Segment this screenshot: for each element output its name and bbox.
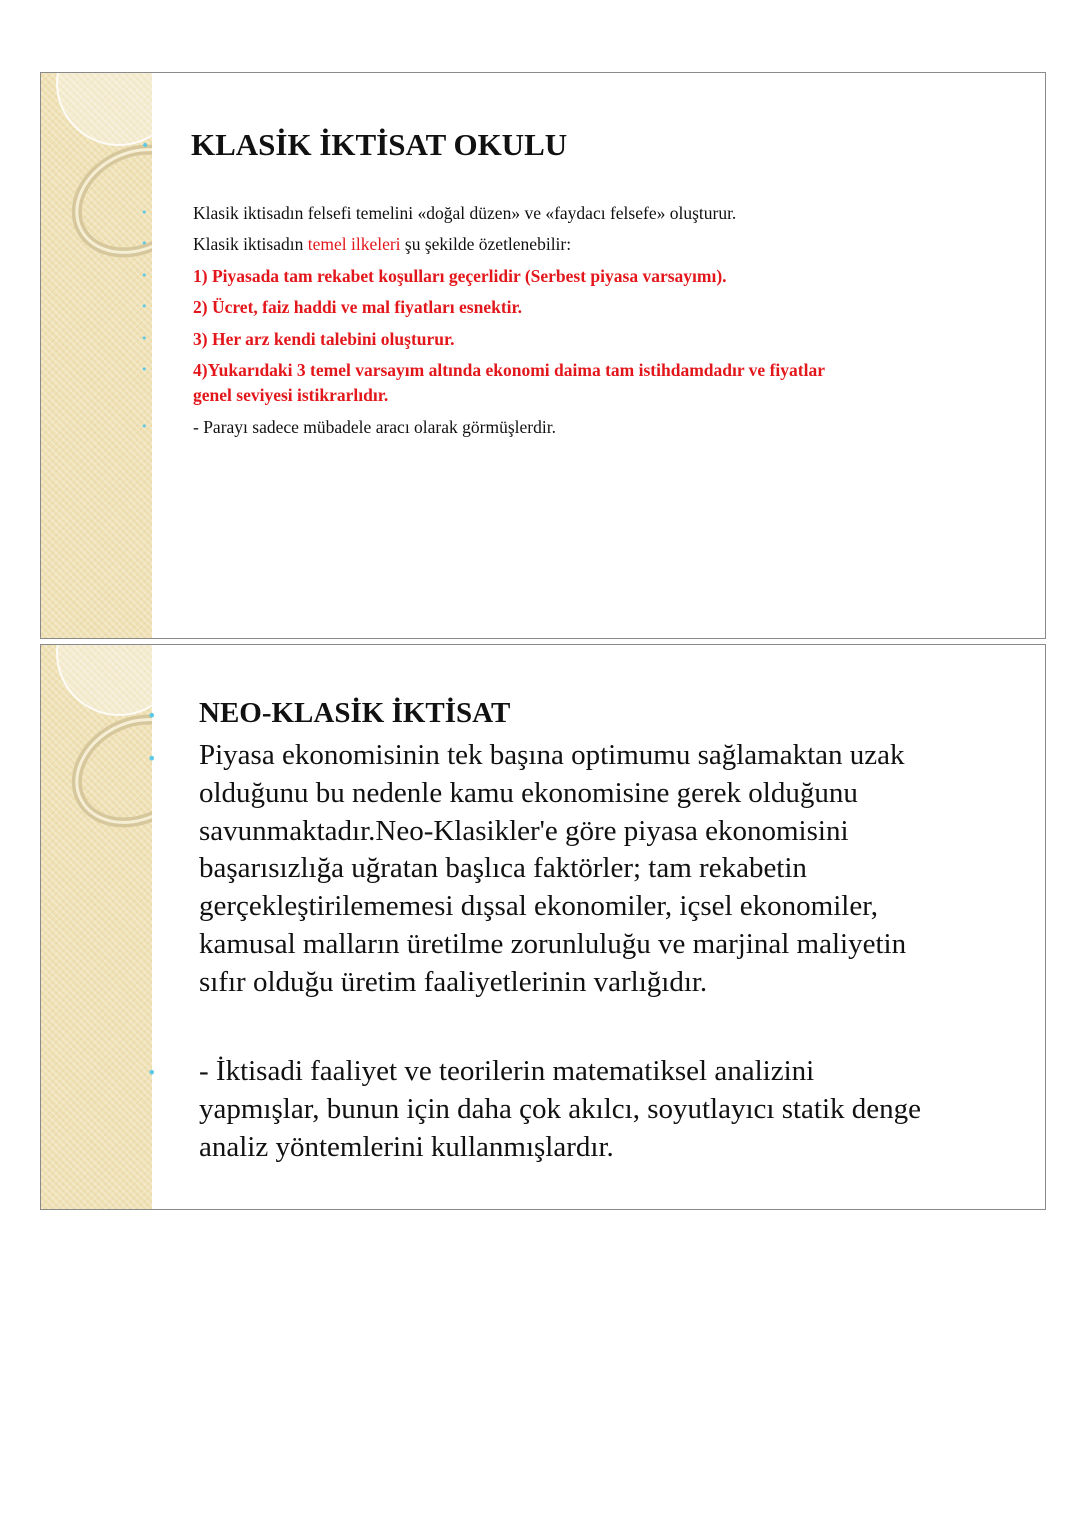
text-segment: Klasik iktisadın <box>193 234 308 254</box>
bullet-icon: • <box>141 206 148 219</box>
list-item <box>193 232 571 257</box>
list-item: 3) Her arz kendi talebini oluşturur. <box>193 329 455 349</box>
highlight-text: temel ilkeleri <box>307 234 401 254</box>
slide-title: KLASİK İKTİSAT OKULU <box>191 127 568 162</box>
bullet-icon: • <box>141 138 150 154</box>
paragraph-line: savunmaktadır.Neo-Klasikler'e göre piyasa ekonomisini <box>199 814 849 847</box>
bullet-icon: • <box>147 749 157 768</box>
bullet-icon: • <box>141 300 148 313</box>
text-segment: şu şekilde özetlenebilir: <box>400 234 572 254</box>
bullet-icon: • <box>141 237 148 250</box>
paragraph-main <box>199 737 906 1002</box>
paragraph-line: yapmışlar, bunun için daha çok akılcı, soyutlayıcı statik denge <box>199 1092 922 1125</box>
bullet-icon: • <box>141 332 148 345</box>
paragraph-line: sıfır olduğu üretim faaliyetlerinin varlığıdır. <box>199 965 708 998</box>
bullet-icon: • <box>141 363 148 376</box>
paragraph-line: gerçekleştirilememesi dışsal ekonomiler, içsel ekonomiler, <box>199 890 878 923</box>
paragraph-line: olduğunu bu nedenle kamu ekonomisine gerek olduğunu <box>199 776 858 809</box>
list-item-continuation: genel seviyesi istikrarlıdır. <box>193 385 389 405</box>
paragraph-line: analiz yöntemlerini kullanmışlardır. <box>199 1130 614 1163</box>
slide-title: NEO-KLASİK İKTİSAT <box>199 697 511 729</box>
paragraph-line: başarısızlığa uğratan başlıca faktörler; tam rekabetin <box>199 852 807 885</box>
list-item: 4)Yukarıdaki 3 temel varsayım altında ekonomi daima tam istihdamdadır ve fiyatlar <box>193 360 825 380</box>
slide-neo-klasik-iktisat <box>40 644 1046 1210</box>
bullet-icon: • <box>141 269 148 282</box>
paragraph-line: - İktisadi faaliyet ve teorilerin matematiksel analizini <box>199 1055 815 1087</box>
list-item: Klasik iktisadın felsefi temelini «doğal düzen» ve «faydacı felsefe» oluşturur. <box>193 203 737 223</box>
bullet-icon: • <box>147 1063 157 1082</box>
bullet-icon: • <box>147 706 157 725</box>
slide-klasik-iktisat <box>40 72 1046 639</box>
list-item: 1) Piyasada tam rekabet koşulları geçerlidir (Serbest piyasa varsayımı). <box>193 266 727 286</box>
bullet-icon: • <box>141 420 148 433</box>
paragraph-line: kamusal malların üretilme zorunluluğu ve marjinal maliyetin <box>199 927 907 960</box>
list-item: - Parayı sadece mübadele aracı olarak görmüşlerdir. <box>193 417 556 437</box>
paragraph-secondary <box>199 1053 921 1166</box>
list-item: 2) Ücret, faiz haddi ve mal fiyatları esnektir. <box>193 297 523 317</box>
paragraph-line: Piyasa ekonomisinin tek başına optimumu sağlamaktan uzak <box>199 739 905 771</box>
